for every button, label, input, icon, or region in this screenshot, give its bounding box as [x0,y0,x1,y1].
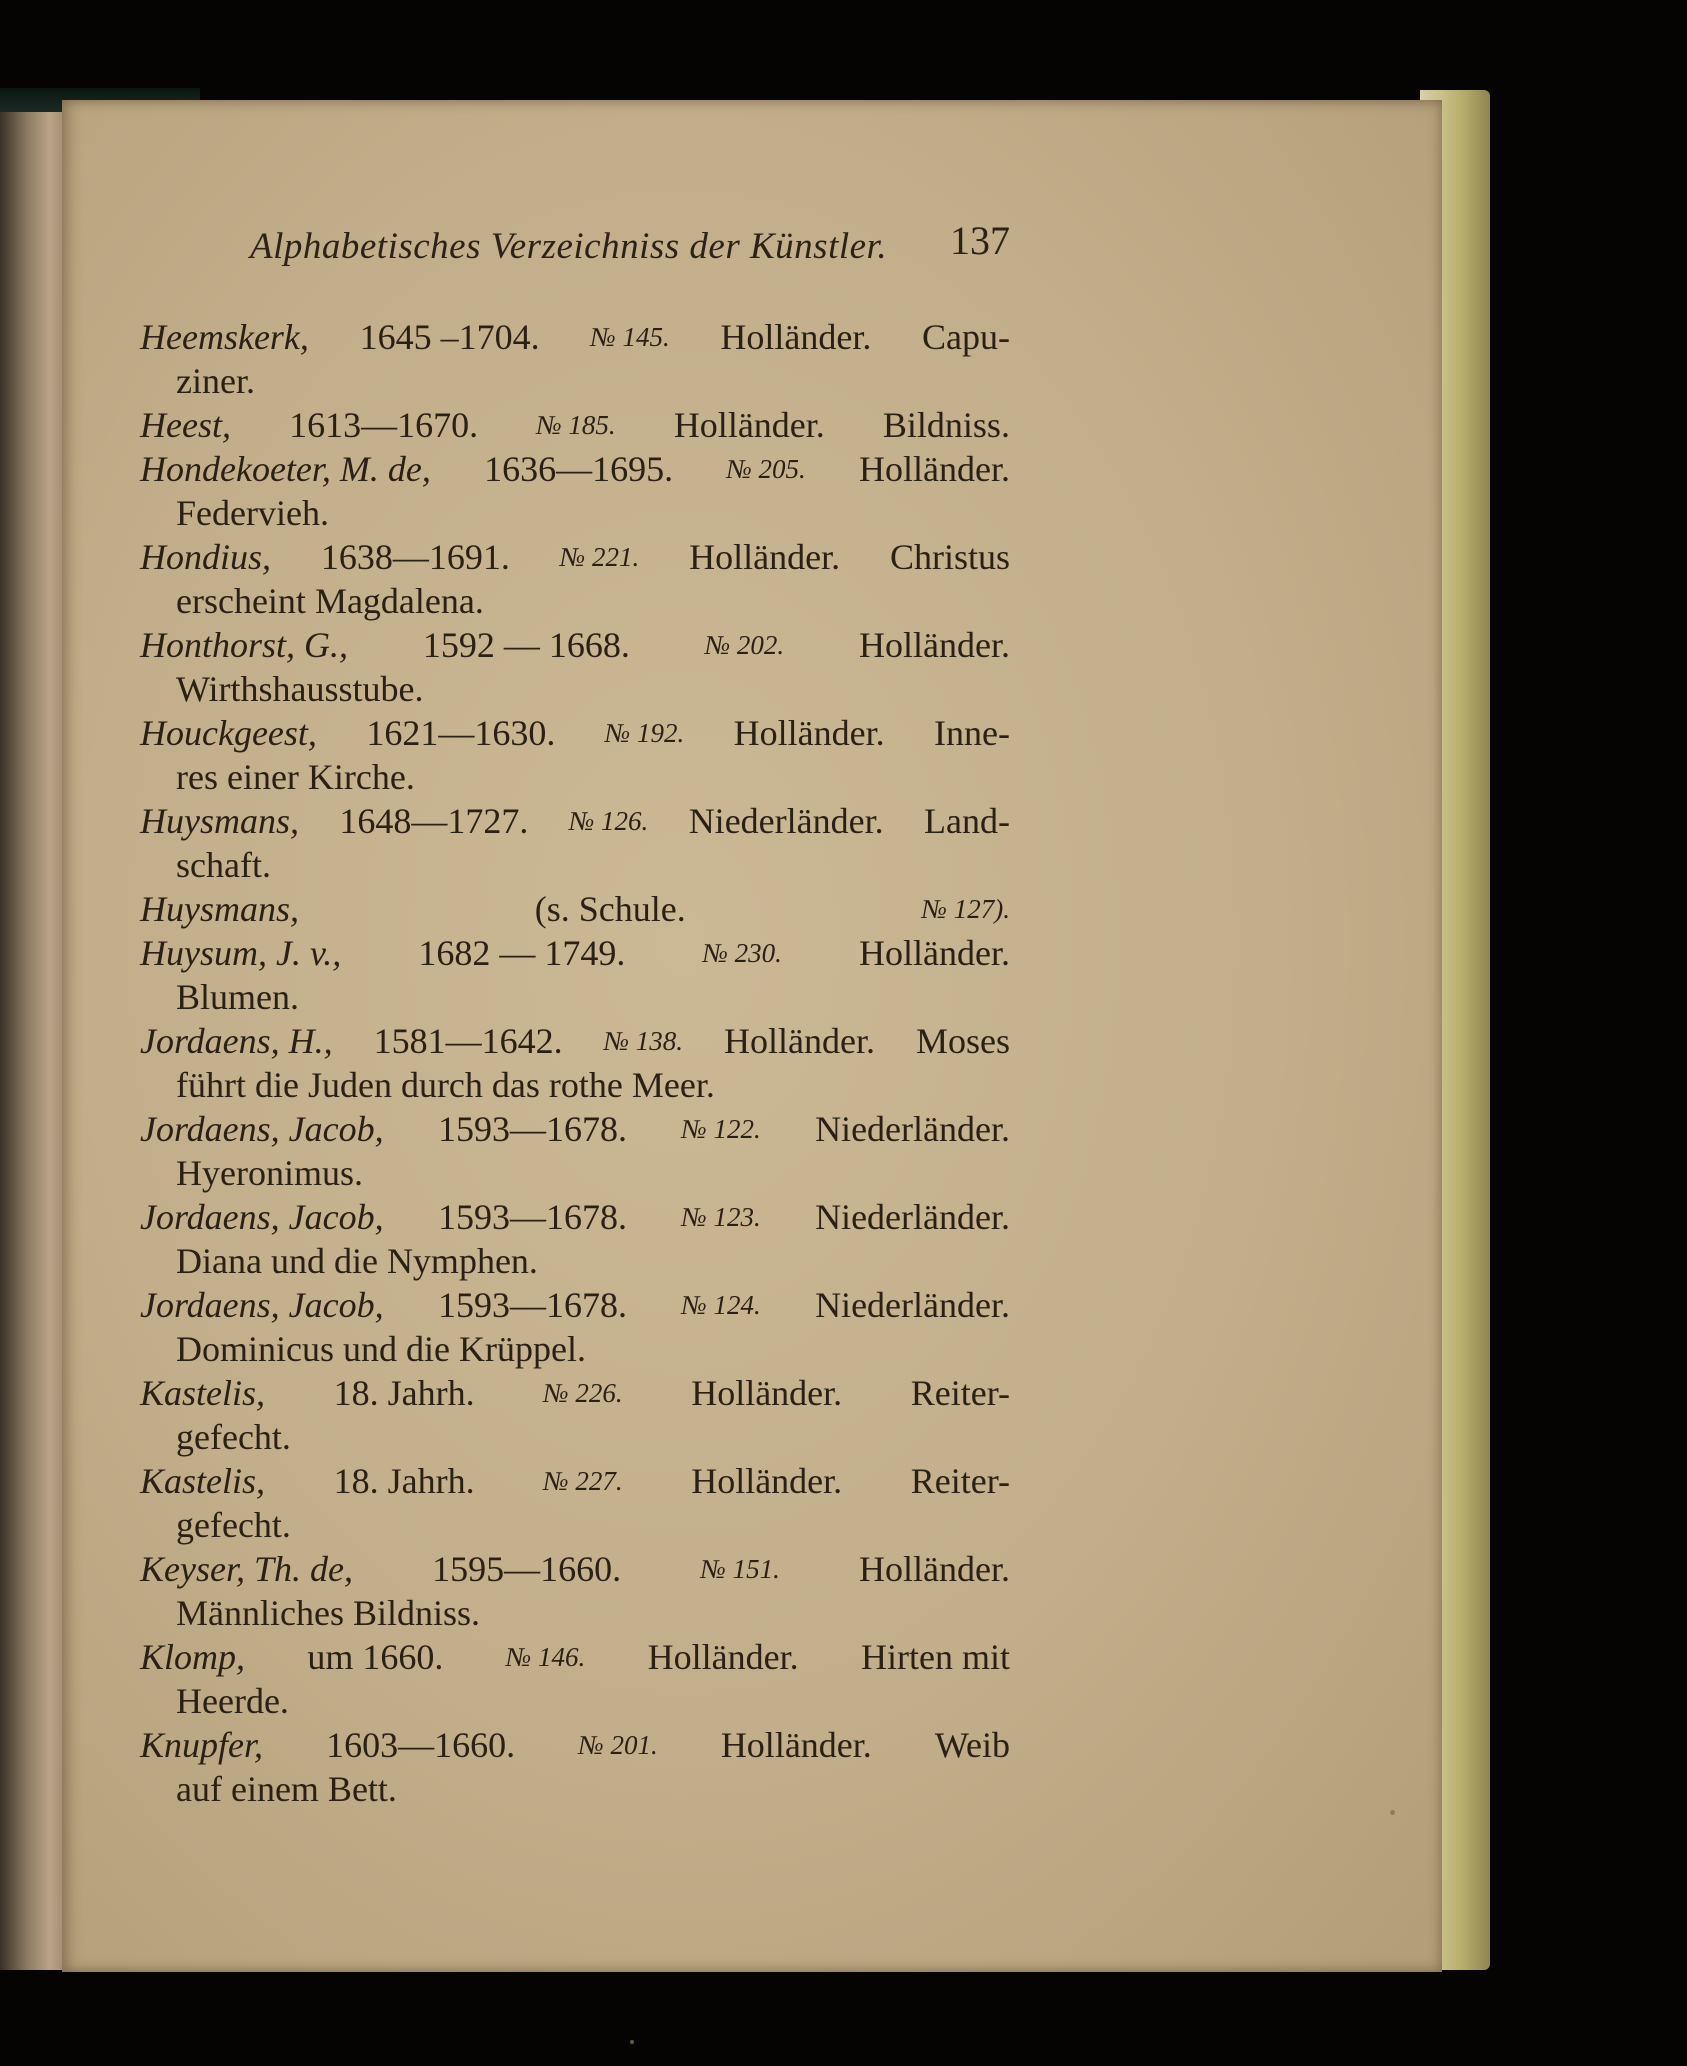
entry-field: 1621—1630. [366,713,556,753]
index-entry [140,1371,1010,1459]
entry-first-line [140,1459,1010,1503]
entry-field: 1593—1678. [437,1197,627,1237]
catalog-number: № 124. [681,1290,761,1320]
entry-field: Niederländer. [815,1285,1010,1325]
entry-first-line [140,1019,1010,1063]
entry-first-line [140,931,1010,975]
entry-field: Holländer. [691,1373,843,1413]
entry-continuation: Heerde. [176,1681,289,1721]
artist-name: Huysmans, [140,889,299,929]
entry-field: 1593—1678. [437,1285,627,1325]
entry-field: Bildniss. [882,405,1010,445]
artist-name: Kastelis, [140,1373,266,1413]
entry-continuation: Dominicus und die Krüppel. [176,1329,586,1369]
running-head [180,205,1010,275]
catalog-number: № 226. [543,1378,623,1408]
catalog-number: № 192. [604,718,685,748]
entry-field: Capu- [921,317,1010,357]
entry-field: Inne- [934,713,1010,753]
catalog-number: № 205. [726,454,806,484]
artist-name: Heest, [140,405,231,445]
index-entry [140,403,1010,447]
entry-field: Reiter- [910,1373,1010,1413]
catalog-number: № 151. [700,1554,780,1584]
entry-field: (s. Schule. [534,889,686,929]
index-entry [140,1635,1010,1723]
entry-field: 1593—1678. [437,1109,627,1149]
index-entry [140,623,1010,711]
entry-first-line [140,1635,1010,1679]
entry-field: 1595—1660. [432,1549,622,1589]
index-entry [140,1547,1010,1635]
artist-name: Kastelis, [140,1461,266,1501]
artist-name: Jordaens, H., [140,1021,333,1061]
index-entry [140,1019,1010,1107]
entry-field: 1645 –1704. [359,317,540,357]
entry-continuation: Wirthshausstube. [176,669,424,709]
entry-field: 1603—1660. [326,1725,516,1765]
index-entry [140,535,1010,623]
entry-field: Niederländer. [688,801,884,841]
entry-field: Weib [934,1725,1010,1765]
artist-name: Hondekoeter, M. de, [140,449,431,489]
entry-first-line [140,711,1010,755]
entry-field: 1682 — 1749. [418,933,626,973]
entry-first-line [140,315,1010,359]
index-entry [140,1283,1010,1371]
entry-continuation: Männliches Bildniss. [176,1593,480,1633]
index-entry [140,1107,1010,1195]
entry-continuation: führt die Juden durch das rothe Meer. [176,1065,715,1105]
entry-first-line [140,1195,1010,1239]
entry-continuation: Blumen. [176,977,299,1017]
entry-field: 1636—1695. [484,449,674,489]
entry-field: Holländer. [647,1637,799,1677]
entry-field: 1581—1642. [373,1021,563,1061]
page-number: 137 [950,218,1010,263]
artist-name: Keyser, Th. de, [140,1549,353,1589]
entry-field: Land- [924,801,1010,841]
catalog-number: № 202. [704,630,785,660]
entry-first-line [140,403,1010,447]
catalog-number: № 230. [702,938,782,968]
entry-continuation: auf einem Bett. [176,1769,397,1809]
catalog-number: № 185. [536,410,616,440]
entry-field: Holländer. [689,537,841,577]
running-title: Alphabetisches Verzeichniss der Künstler. [250,226,888,267]
entry-field: 1638—1691. [320,537,510,577]
entry-continuation: res einer Kirche. [176,757,415,797]
entry-field: Holländer. [720,1725,872,1765]
index-entry [140,1723,1010,1811]
catalog-number: № 221. [559,542,640,572]
index-entry [140,1459,1010,1547]
artist-name: Knupfer, [140,1725,264,1765]
catalog-number: № 227. [543,1466,623,1496]
artist-name: Jordaens, Jacob, [140,1285,384,1325]
artist-name: Hondius, [140,537,272,577]
entry-field: Hirten mit [860,1637,1010,1677]
artist-name: Huysum, J. v., [140,933,342,973]
catalog-number: № 146. [505,1642,586,1672]
index-entry [140,711,1010,799]
entry-first-line [140,1371,1010,1415]
index-entry [140,447,1010,535]
artist-name: Jordaens, Jacob, [140,1197,384,1237]
artist-name: Huysmans, [140,801,299,841]
artist-name: Houckgeest, [140,713,317,753]
entry-continuation: erscheint Magdalena. [176,581,484,621]
entry-first-line [140,1547,1010,1591]
catalog-number: № 201. [578,1730,658,1760]
entry-field: Reiter- [910,1461,1010,1501]
entry-field: Holländer. [673,405,825,445]
left-page-edge [0,110,66,1970]
artist-name: Jordaens, Jacob, [140,1109,384,1149]
entry-field: Niederländer. [815,1197,1010,1237]
entry-continuation: Hyeronimus. [176,1153,363,1193]
entry-field: Moses [915,1021,1010,1061]
entry-field: Holländer. [720,317,872,357]
artist-name: Heemskerk, [140,317,309,357]
entry-continuation: gefecht. [176,1505,291,1545]
entry-first-line [140,447,1010,491]
entry-field: Niederländer. [815,1109,1010,1149]
entry-continuation: schaft. [176,845,271,885]
catalog-number: № 122. [681,1114,761,1144]
entry-field: Christus [889,537,1010,577]
entry-continuation: Diana und die Nymphen. [176,1241,538,1281]
entry-field: Holländer. [733,713,885,753]
entry-first-line [140,887,1010,931]
catalog-number: № 138. [603,1026,684,1056]
entry-continuation: ziner. [176,361,255,401]
entry-field: Holländer. [859,449,1010,489]
entry-field: 1613—1670. [289,405,479,445]
index-entry [140,1195,1010,1283]
artist-index [140,315,1010,1811]
artist-name: Honthorst, G., [140,625,349,665]
catalog-number: № 123. [681,1202,761,1232]
index-entry [140,799,1010,887]
entry-field: 18. Jahrh. [333,1461,475,1501]
entry-field: Holländer. [859,1549,1010,1589]
entry-field: Holländer. [859,933,1010,973]
entry-first-line [140,623,1010,667]
catalog-number: № 127). [921,894,1010,924]
catalog-number: № 145. [590,322,670,352]
index-entry [140,315,1010,403]
index-entry [140,887,1010,931]
entry-first-line [140,799,1010,843]
entry-first-line [140,1283,1010,1327]
catalog-number: № 126. [568,806,649,836]
entry-first-line [140,535,1010,579]
entry-first-line [140,1723,1010,1767]
entry-continuation: gefecht. [176,1417,291,1457]
entry-field: 1648—1727. [339,801,529,841]
entry-field: um 1660. [307,1637,444,1677]
entry-field: 18. Jahrh. [333,1373,475,1413]
entry-field: Holländer. [724,1021,875,1061]
entry-first-line [140,1107,1010,1151]
entry-continuation: Federvieh. [176,493,329,533]
paper-speck [1390,1810,1395,1815]
paper-speck [630,2040,634,2044]
artist-name: Klomp, [140,1637,246,1677]
index-entry [140,931,1010,1019]
entry-field: Holländer. [859,625,1010,665]
entry-field: 1592 — 1668. [422,625,630,665]
entry-field: Holländer. [691,1461,843,1501]
